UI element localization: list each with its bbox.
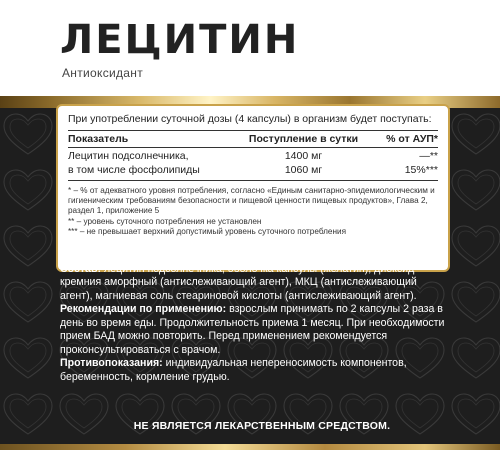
header [0,0,500,96]
recommendations-paragraph [60,303,450,357]
nutrition-table [68,130,438,181]
column-header-daily-intake: Поступление в сутки [235,130,373,147]
column-header-indicator: Показатель [68,130,235,147]
footnote: *** – не превышает верхний допустимый уровень суточного потребления [68,226,346,236]
table-header-row [68,130,438,147]
contraindications-text: индивидуальная непереносимость компонентов, беременность, кормление грудью. [60,357,407,383]
row-name: Лецитин подсолнечника, [68,149,189,162]
contraindications-paragraph [60,357,450,384]
composition-text: лецитин подсолнечника, оболочка капсулы (желатин), диоксид кремния аморфный (антислеживающий агент), МКЦ (антислеживающий агент), магниевая соль стеариновой кислоты (антислеживающий агент). [60,263,417,302]
column-header-percent: % от АУП* [373,130,439,147]
nutrition-info-box [56,104,450,272]
contraindications-label: Противопоказания: [60,357,163,370]
recommendations-text: взрослым принимать по 2 капсулы 2 раза в день во время еды. Продолжительность приема 1 месяц. При необходимости прием БАД можно повторить. Перед применением рекомендуется проконсультироваться с врачом. [60,303,445,356]
product-title: ЛЕЦИТИН [60,17,300,63]
product-description [60,263,450,384]
row-amount: 1060 мг [235,162,373,180]
footnote: * – % от адекватного уровня потребления, согласно «Единым санитарно-эпидемиологическим и гигиеническим требованиям безопасности и пищевой ценности пищевых продуктов», Глава 2, раздел 1, приложение 5 [68,185,435,216]
footnote: ** – уровень суточного потребления не установлен [68,216,262,226]
row-amount: 1400 мг [284,149,323,162]
gold-band-bottom [0,444,500,450]
row-name: в том числе фосфолипиды [68,162,235,180]
composition-label: Состав: [60,263,101,275]
table-row [68,162,438,180]
row-percent: —** [419,149,438,162]
disclaimer-text: НЕ ЯВЛЯЕТСЯ ЛЕКАРСТВЕННЫМ СРЕДСТВОМ. [133,420,391,432]
table-row [68,147,438,162]
row-percent: 15%*** [373,162,439,180]
intake-intro: При употреблении суточной дозы (4 капсулы) в организм будет поступать: [68,113,432,125]
recommendations-label: Рекомендации по применению: [60,303,227,316]
disclaimer-line [0,420,500,432]
footnotes [68,186,438,237]
composition-paragraph [60,263,450,303]
product-subtitle: Антиоксидант [62,66,143,80]
